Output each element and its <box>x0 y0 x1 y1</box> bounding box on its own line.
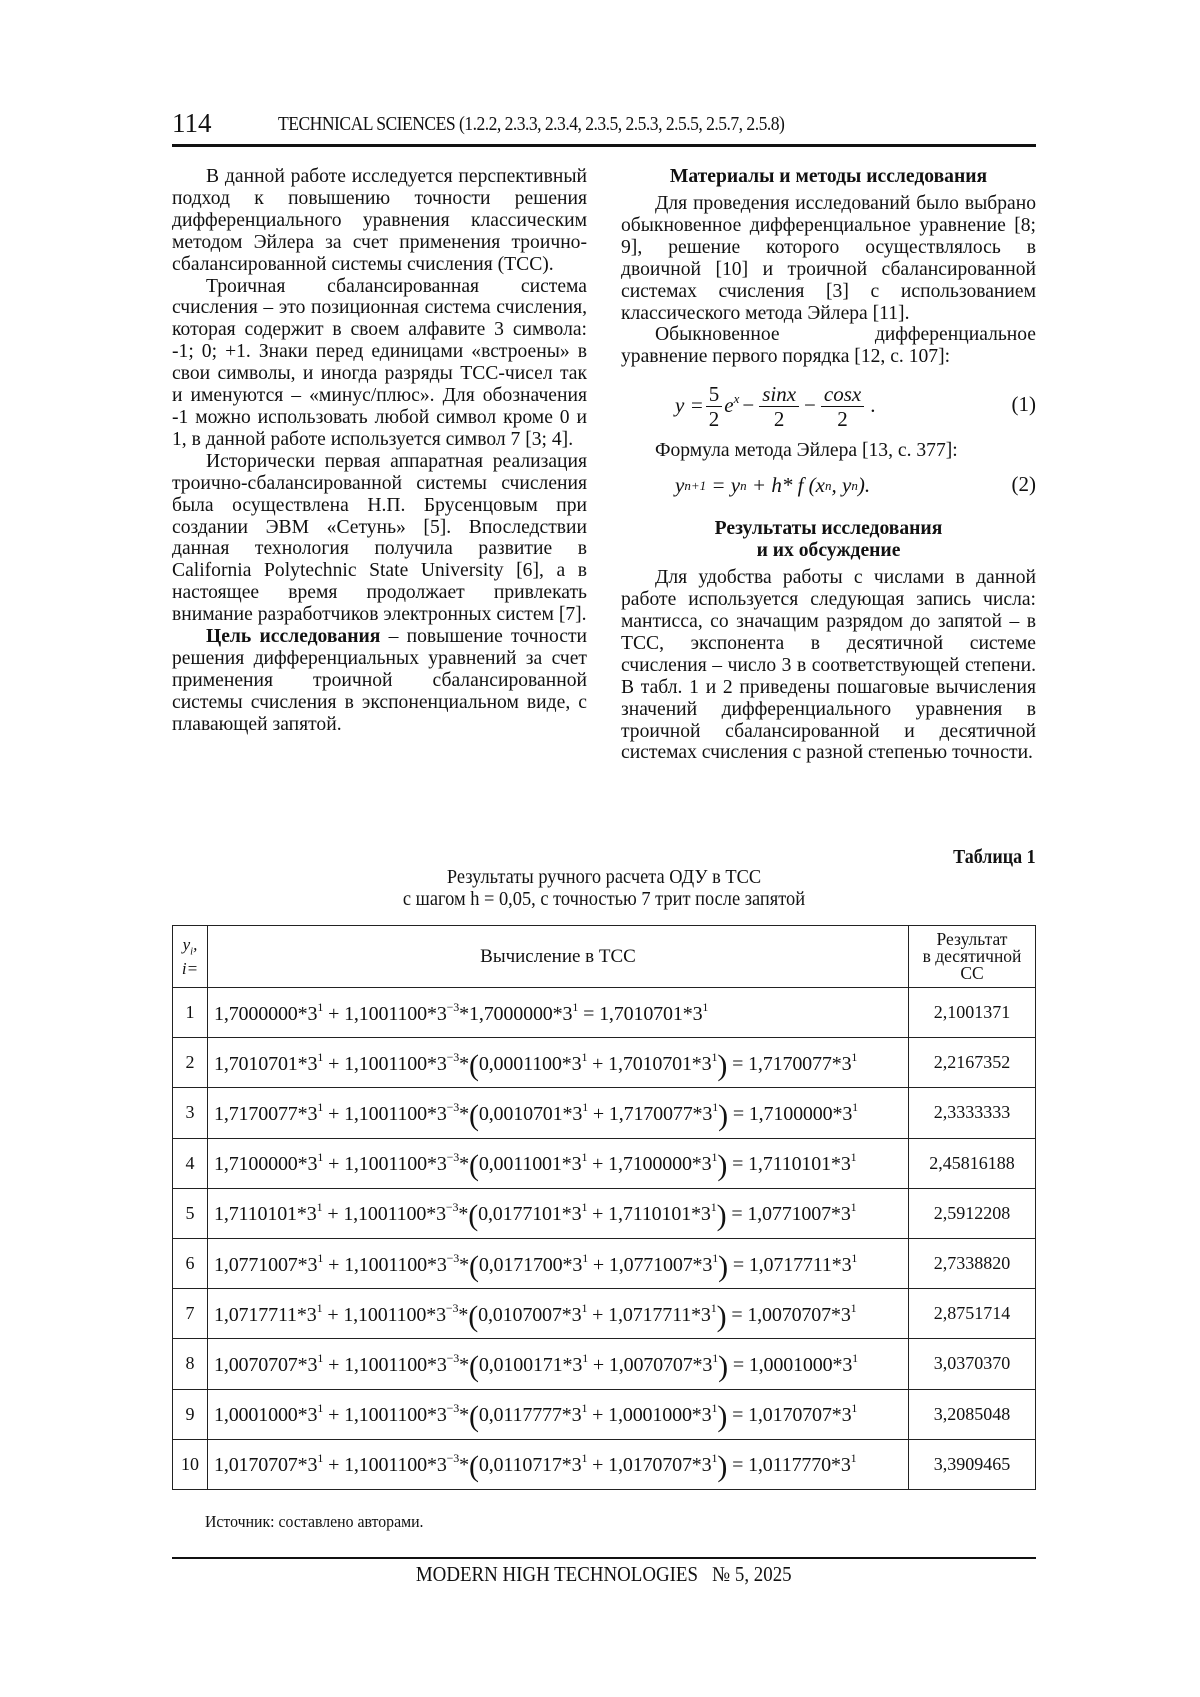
paragraph-intro: В данной работе исследуется перспективный подход к повышению точности решения дифференциального уравнения классическим методом Эйлера за счет применения троично-сбалансированной системы счисления (ТСС). <box>172 166 587 275</box>
row-decimal-result: 2,8751714 <box>909 1289 1036 1339</box>
row-index: 6 <box>173 1238 208 1288</box>
row-index: 10 <box>173 1439 208 1489</box>
row-index: 7 <box>173 1289 208 1339</box>
table-header-row <box>173 926 1036 988</box>
row-calculation: $1,7170077*3^1 + 1,1001100*3^{-3}*(0,0010701*3^1 + 1,7170077*3^1) = 1,7100000*3^1$ <box>208 1088 909 1138</box>
row-index: 2 <box>173 1038 208 1088</box>
table-label: Таблица 1 <box>953 846 1036 868</box>
row-calculation: $1,0771007*3^1 + 1,1001100*3^{-3}*(0,0171700*3^1 + 1,0771007*3^1) = 1,0717711*3^1$ <box>208 1238 909 1288</box>
table-row <box>173 1439 1036 1489</box>
table-body <box>173 988 1036 1490</box>
row-decimal-result: 2,3333333 <box>909 1088 1036 1138</box>
paragraph-euler-intro: Формула метода Эйлера [13, с. 377]: <box>655 440 958 462</box>
row-calculation: $1,0070707*3^1 + 1,1001100*3^{-3}*(0,0100171*3^1 + 1,0070707*3^1) = 1,0001000*3^1$ <box>208 1339 909 1389</box>
fraction-cosx: $\frac{\cos x}{2}$ <box>821 382 864 431</box>
running-title: TECHNICAL SCIENCES (1.2.2, 2.3.3, 2.3.4, 2.3.5, 2.5.3, 2.5.5, 2.5.7, 2.5.8) <box>278 113 785 135</box>
table-caption: Результаты ручного расчета ОДУ в ТСС с шагом h = 0,05, с точностью 7 трит после запятой <box>402 866 806 910</box>
row-decimal-result: 2,5912208 <box>909 1188 1036 1238</box>
results-table <box>172 925 1036 1490</box>
row-index: 9 <box>173 1389 208 1439</box>
equation-number-1: (1) <box>1011 392 1036 417</box>
paragraph-goal <box>172 626 587 736</box>
row-decimal-result: 2,7338820 <box>909 1238 1036 1288</box>
row-calculation: $1,0170707*3^1 + 1,1001100*3^{-3}*(0,0110717*3^1 + 1,0170707*3^1) = 1,0117770*3^1$ <box>208 1439 909 1489</box>
formula-2: y n+1 = y n + h* f (x n , y n ). (2) <box>675 472 1036 498</box>
table-row <box>173 1038 1036 1088</box>
footer-divider <box>172 1557 1036 1559</box>
row-calculation: $1,7000000*3^1 + 1,1001100*3^{-3}*1,7000000*3^1 = 1,7010701*3^1$ <box>208 988 909 1038</box>
paragraph-methods: Для проведения исследований было выбрано обыкновенное дифференциальное уравнение [8; 9], решение которого осуществлялось в двоичной [10] и троичной сбалансированной системах счисления [3] с использованием классического метода Эйлера [11]. <box>621 193 1036 324</box>
section-heading-methods: Материалы и методы исследования <box>669 166 988 187</box>
goal-label: Цель исследования <box>206 626 381 648</box>
running-header <box>172 104 1036 147</box>
table-row <box>173 1238 1036 1288</box>
row-decimal-result: 2,45816188 <box>909 1138 1036 1188</box>
header-calculation: Вычисление в ТСС <box>208 926 909 988</box>
row-index: 3 <box>173 1088 208 1138</box>
row-calculation: $1,7010701*3^1 + 1,1001100*3^{-3}*(0,0001100*3^1 + 1,7010701*3^1) = 1,7170077*3^1$ <box>208 1038 909 1088</box>
row-calculation: $1,7110101*3^1 + 1,1001100*3^{-3}*(0,0177101*3^1 + 1,7110101*3^1) = 1,0771007*3^1$ <box>208 1188 909 1238</box>
paragraph-ode-intro: Обыкновенное дифференциальное уравнение первого порядка [12, с. 107]: <box>621 324 1036 368</box>
right-column <box>621 166 1036 764</box>
section-heading-results: Результаты исследования и их обсуждение <box>714 518 943 562</box>
table-source-note: Источник: составлено авторами. <box>205 1512 424 1531</box>
row-calculation: $1,7100000*3^1 + 1,1001100*3^{-3}*(0,0011001*3^1 + 1,7100000*3^1) = 1,7110101*3^1$ <box>208 1138 909 1188</box>
row-calculation: $1,0717711*3^1 + 1,1001100*3^{-3}*(0,0107007*3^1 + 1,0717711*3^1) = 1,0070707*3^1$ <box>208 1289 909 1339</box>
fraction-5-2: $\frac{5}{2}$ <box>706 382 723 431</box>
table-row <box>173 1138 1036 1188</box>
page-number: 114 <box>172 108 212 138</box>
row-index: 1 <box>173 988 208 1038</box>
row-decimal-result: 2,2167352 <box>909 1038 1036 1088</box>
row-index: 8 <box>173 1339 208 1389</box>
table-row <box>173 988 1036 1038</box>
row-index: 4 <box>173 1138 208 1188</box>
row-index: 5 <box>173 1188 208 1238</box>
formula-lhs: y = <box>675 393 704 418</box>
header-decimal-result: Результат в десятичной СС <box>909 926 1036 988</box>
header-index: $y_i$, i= <box>173 926 208 988</box>
row-decimal-result: 2,1001371 <box>909 988 1036 1038</box>
table-row <box>173 1188 1036 1238</box>
exp-base: e <box>724 393 734 418</box>
paragraph-history: Исторически первая аппаратная реализация троично-сбалансированной системы счисления была осуществлена Н.П. Брусенцовым при создании ЭВМ «Сетунь» [5]. Впоследствии данная технология получила развитие в California Polytechnic State University [6], а в настоящее время продолжает привлекать внимание разработчиков электронных систем [7]. <box>172 450 587 626</box>
exp-power: x <box>733 391 740 407</box>
table-row <box>173 1289 1036 1339</box>
table-row <box>173 1389 1036 1439</box>
row-decimal-result: 3,2085048 <box>909 1389 1036 1439</box>
row-calculation: $1,0001000*3^1 + 1,1001100*3^{-3}*(0,0117777*3^1 + 1,0001000*3^1) = 1,0170707*3^1$ <box>208 1389 909 1439</box>
row-decimal-result: 3,3909465 <box>909 1439 1036 1489</box>
fraction-sinx: $\frac{\sin x}{2}$ <box>759 382 799 431</box>
paragraph-results: Для удобства работы с числами в данной работе используется следующая запись числа: мантисса, со значащим разрядом до запятой – в ТСС, экспонента в десятичной системе счисления – число 3 в соответствующей степени. В табл. 1 и 2 приведены пошаговые вычисления значений дифференциального уравнения в троичной сбалансированной и десятичной системах счисления с разной степенью точности. <box>621 567 1036 764</box>
table-row <box>173 1339 1036 1389</box>
journal-footer: MODERN HIGH TECHNOLOGIES № 5, 2025 <box>416 1562 792 1586</box>
formula-1: y = $\frac{5}{2}$ e $^x$ − $\frac{\sin x}{2}$ − $\frac{\cos x}{2}$ . (1) <box>675 381 1036 431</box>
table-row <box>173 1088 1036 1138</box>
equation-number-2: (2) <box>1011 472 1036 497</box>
paragraph-tss-definition: Троичная сбалансированная система счисления – это позиционная система счисления, которая содержит в своем алфавите 3 символа: -1; 0; +1. Знаки перед единицами «встроены» в свои символы, и иногда разряды ТСС-чисел так и именуются – «минус/плюс». Для обозначения -1 можно использовать любой символ кроме 0 и 1, в данной работе используется символ 7 [3; 4]. <box>172 275 587 450</box>
goal-text: – повышение точности решения дифференциальных уравнений за счет применения троичной сбалансированной системы счисления в экспоненциальном виде, с плавающей запятой. <box>172 626 587 735</box>
left-column <box>172 166 587 736</box>
row-decimal-result: 3,0370370 <box>909 1339 1036 1389</box>
